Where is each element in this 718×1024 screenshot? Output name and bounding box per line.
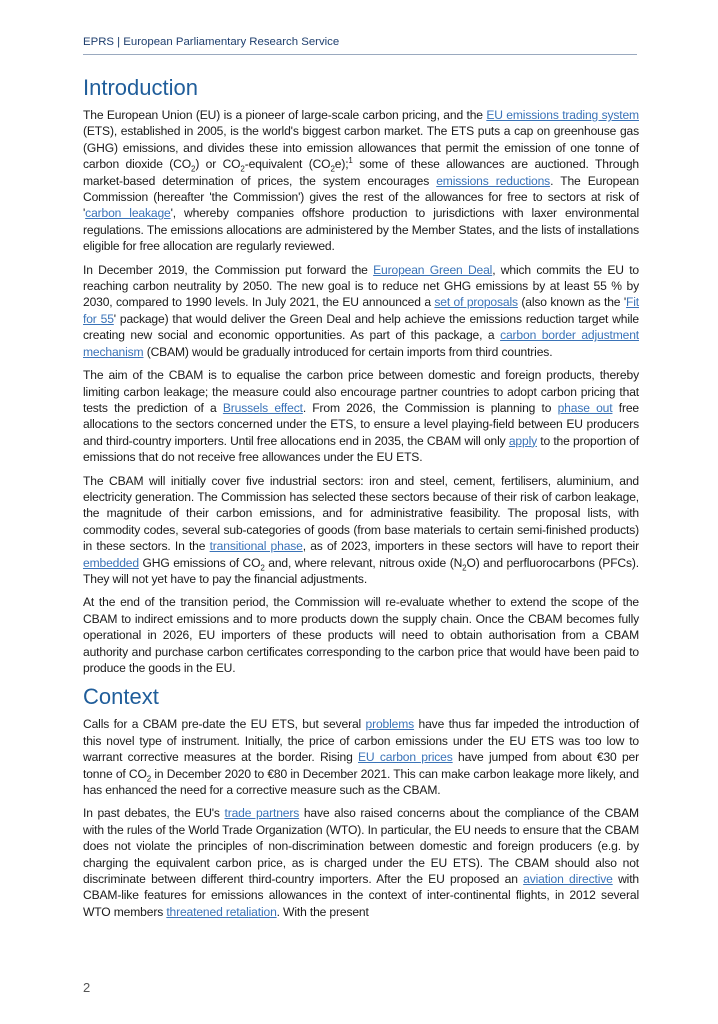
link-eu-emissions-trading-system[interactable]: EU emissions trading system (486, 108, 639, 122)
footnote-marker-1[interactable]: 1 (348, 156, 353, 166)
section-title-introduction: Introduction (83, 75, 198, 100)
link-aviation-directive[interactable]: aviation directive (523, 872, 613, 887)
link-embedded[interactable]: embedded (83, 555, 139, 570)
link-european-green-deal[interactable]: European Green Deal (373, 262, 493, 277)
link-trade-partners[interactable]: trade partners (224, 806, 300, 821)
link-threatened-retaliation[interactable]: threatened retaliation (166, 904, 277, 919)
header-text: EPRS | European Parliamentary Research Service (83, 36, 340, 48)
paragraph-context-1: Calls for a CBAM pre-date the EU ETS, but several problems have thus far impeded the introduction of this novel type of instrument. Initially, the price of carbon emissions under the EU ETS was too low to warrant corrective measures at the border. Rising EU carbon prices have jumped from about €30 per tonne of $CO_2$ in December 2020 to €80 in December 2021. This can make carbon leakage more likely, and has enhanced the need for a corrective measure such as the CBAM. (83, 717, 639, 798)
link-fit-for-55[interactable]: Fit for 55 (83, 295, 639, 326)
paragraph-intro-5: At the end of the transition period, the Commission will re-evaluate whether to extend the scope of the CBAM to indirect emissions and to more products down the supply chain. Once the CBAM becomes fully operational in 2026, EU importers of these products will need to obtain authorisation from a CBAM authority and purchase carbon certificates corresponding to the carbon price that would have been paid to produce the goods in the EU. (83, 595, 639, 675)
link-eu-carbon-prices[interactable]: EU carbon prices (358, 750, 453, 765)
link-brussels-effect[interactable]: Brussels effect (222, 400, 303, 415)
link-carbon-leakage[interactable]: carbon leakage (85, 206, 171, 221)
link-cbam[interactable]: carbon border adjustment mechanism (83, 328, 639, 359)
paragraph-intro-4: The CBAM will initially cover five industrial sectors: iron and steel, cement, fertilisers, aluminium, and electricity generation. The Commission has selected these sectors because of their risk of carbon leakage, the magnitude of their carbon emissions, and for administrative feasibility. The proposal lists, with commodity codes, several sub-categories of goods (from base materials to certain semi-finished products) in these sectors. In the transitional phase, as of 2023, importers in these sectors will have to report their embedded GHG emissions of $CO_2$ and, where relevant, nitrous oxide $(N_2O)$ and perfluorocarbons (PFCs). They will not yet have to pay the financial adjustments. (83, 473, 639, 586)
link-transitional-phase[interactable]: transitional phase (209, 539, 303, 554)
link-apply[interactable]: apply (508, 433, 538, 448)
paragraph-intro-3: The aim of the CBAM is to equalise the carbon price between domestic and foreign products, thereby limiting carbon leakage; the measure could also encourage partner countries to adopt carbon pricing that tests the prediction of a Brussels effect. From 2026, the Commission is planning to phase out free allocations to the sectors concerned under the ETS, to ensure a level playing-field between EU producers and third-country importers. Until free allocations end in 2035, the CBAM will only apply to the proportion of emissions that do not receive free allowances under the EU ETS. (83, 368, 640, 465)
link-emissions-reductions[interactable]: emissions reductions (436, 173, 551, 188)
page-header (83, 36, 637, 55)
paragraph-intro-1: The European Union (EU) is a pioneer of large-scale carbon pricing, and the EU emissions trading system (ETS), established in 2005, is the world's biggest carbon market. The ETS puts a cap on greenhouse gas (GHG) emissions, and divides these into emission allowances that permit the emission of one tonne of carbon dioxide $(CO_2)$ or $CO_2$-equivalent $(CO_2e);^1$ some of these allowances are auctioned. Through market-based determination of prices, the system encourages emissions reductions. The European Commission (hereafter 'the Commission') gives the rest of the allowances for free to sectors at risk of 'carbon leakage', whereby companies offshore production to jurisdictions with laxer environmental regulations. The emissions allocations are administered by the Member States, and the lists of installations eligible for free allocation are regularly reviewed. (83, 108, 640, 254)
link-problems[interactable]: problems (365, 717, 415, 732)
document-body (83, 74, 639, 927)
paragraph-intro-2: In December 2019, the Commission put forward the European Green Deal, which commits the EU to reaching carbon neutrality by 2050. The new goal is to reduce net GHG emissions by at least 55 % by 2030, compared to 1990 levels. In July 2021, the EU announced a set of proposals (also known as the 'Fit for 55' package) that would deliver the Green Deal and help achieve the emissions reduction target while creating new social and economic opportunities. As part of this package, a carbon border adjustment mechanism (CBAM) would be gradually introduced for certain imports from third countries. (83, 262, 640, 359)
link-phase-out[interactable]: phase out (557, 400, 613, 415)
page-number: 2 (83, 980, 91, 995)
paragraph-context-2: In past debates, the EU's trade partners have also raised concerns about the compliance of the CBAM with the rules of the World Trade Organization (WTO). In particular, the EU needs to ensure that the CBAM does not violate the principles of non-discrimination between domestic and foreign producers (e.g. by charging the equivalent carbon price, as is charged under the EU ETS). The CBAM should also not discriminate between different third-country importers. After the EU proposed an aviation directive with CBAM-like features for emissions allowances in the context of inter-continental flights, in 2012 several WTO members threatened retaliation. With the present (83, 806, 639, 919)
link-set-of-proposals[interactable]: set of proposals (434, 295, 518, 310)
section-title-context: Context (83, 684, 159, 710)
